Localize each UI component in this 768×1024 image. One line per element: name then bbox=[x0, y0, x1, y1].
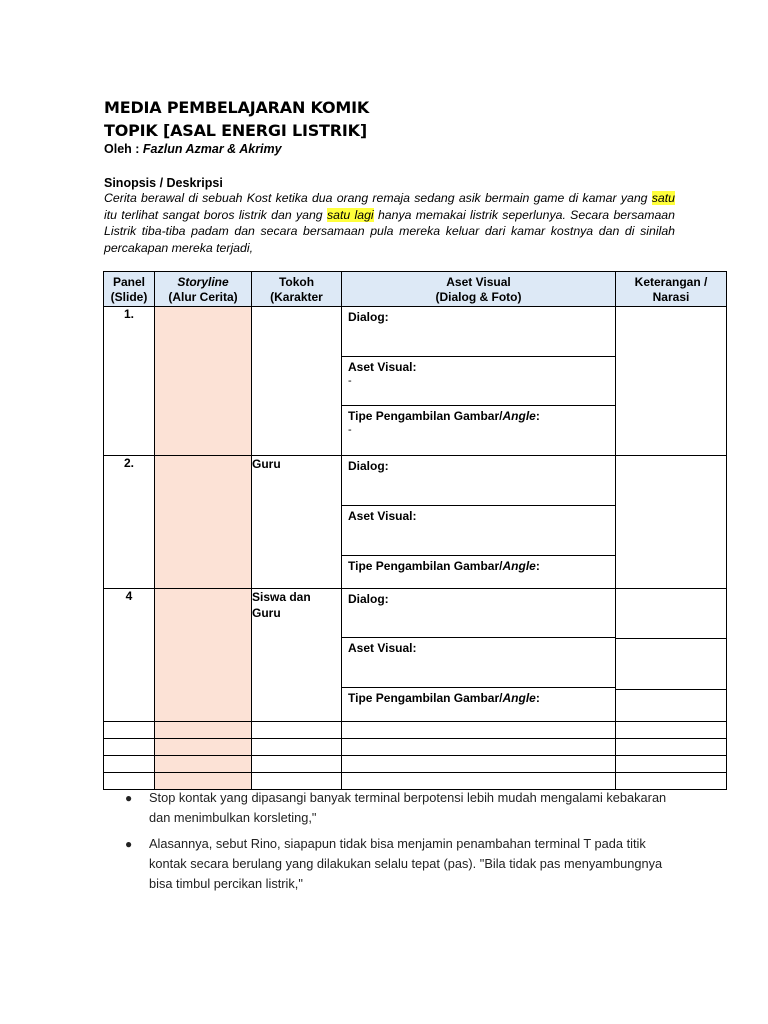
table-row bbox=[104, 307, 727, 456]
aset-visual-field: Aset Visual: bbox=[342, 506, 615, 556]
panel-number: 2. bbox=[104, 456, 155, 589]
storyline-cell bbox=[155, 307, 252, 456]
bullet-icon: ● bbox=[125, 791, 133, 805]
table-row-empty bbox=[104, 773, 727, 790]
header-keterangan: Keterangan / Narasi bbox=[616, 272, 727, 307]
synopsis-highlight-2: satu lagi bbox=[326, 207, 374, 222]
panel-number: 4 bbox=[104, 589, 155, 722]
table-row bbox=[104, 589, 727, 722]
dialog-field: Dialog: bbox=[342, 589, 615, 638]
byline-authors: Fazlun Azmar & Akrimy bbox=[142, 142, 282, 156]
bullet-list bbox=[125, 788, 670, 900]
aset-visual-value: - bbox=[348, 375, 352, 387]
keterangan-cell bbox=[616, 456, 727, 589]
keterangan-cell bbox=[616, 307, 727, 456]
aset-cell bbox=[342, 456, 616, 589]
header-aset-visual: Aset Visual (Dialog & Foto) bbox=[342, 272, 616, 307]
angle-field: Tipe Pengambilan Gambar/Angle: bbox=[348, 691, 540, 705]
aset-cell bbox=[342, 307, 616, 456]
tokoh-cell: Siswa dan Guru bbox=[252, 589, 342, 722]
document-topic: TOPIK [ASAL ENERGI LISTRIK] bbox=[104, 121, 367, 140]
synopsis-highlight-1: satu bbox=[651, 191, 675, 205]
bullet-text: Stop kontak yang dipasangi banyak terminal berpotensi lebih mudah mengalami kebakaran dan menimbulkan korsleting," bbox=[149, 790, 667, 825]
aset-visual-field: Aset Visual: - bbox=[342, 357, 615, 406]
table-header-row bbox=[104, 272, 727, 307]
angle-field: Tipe Pengambilan Gambar/Angle: bbox=[348, 559, 540, 573]
dialog-field: Dialog: bbox=[342, 307, 615, 357]
storyboard-table bbox=[103, 271, 727, 790]
header-tokoh: Tokoh (Karakter bbox=[252, 272, 342, 307]
tokoh-cell: Guru bbox=[252, 456, 342, 589]
table-row-empty bbox=[104, 722, 727, 739]
header-panel: Panel (Slide) bbox=[104, 272, 155, 307]
byline-label: Oleh : bbox=[104, 142, 140, 156]
synopsis-heading: Sinopsis / Deskripsi bbox=[104, 176, 223, 190]
bullet-icon: ● bbox=[125, 837, 133, 851]
tokoh-cell bbox=[252, 307, 342, 456]
header-storyline: Storyline (Alur Cerita) bbox=[155, 272, 252, 307]
list-item bbox=[125, 834, 670, 894]
aset-visual-field: Aset Visual: bbox=[342, 638, 615, 688]
bullet-text: Alasannya, sebut Rino, siapapun tidak bisa menjamin penambahan terminal T pada titik kontak secara berulang yang dilakukan selalu tepat (pas). "Bila tidak pas menyambungnya bisa timbul percikan listrik," bbox=[149, 836, 663, 891]
table-row bbox=[104, 456, 727, 589]
synopsis-paragraph bbox=[104, 190, 675, 256]
synopsis-text-3: hanya memakai listrik seperlunya. Secara bersamaan Listrik tiba-tiba padam dan secara bersamaan pula mereka keluar dari kamar kostnya dan di sinilah percakapan mereka terjadi, bbox=[104, 207, 675, 255]
storyline-cell bbox=[155, 456, 252, 589]
dialog-field: Dialog: bbox=[342, 456, 615, 506]
byline bbox=[104, 142, 282, 156]
storyline-cell bbox=[155, 589, 252, 722]
keterangan-cell bbox=[616, 589, 727, 722]
angle-field: Tipe Pengambilan Gambar/Angle: - bbox=[342, 406, 615, 455]
list-item bbox=[125, 788, 670, 828]
panel-number: 1. bbox=[104, 307, 155, 456]
table-row-empty bbox=[104, 756, 727, 773]
document-title: MEDIA PEMBELAJARAN KOMIK bbox=[104, 98, 370, 117]
angle-value: - bbox=[348, 424, 352, 436]
synopsis-text-1: Cerita berawal di sebuah Kost ketika dua orang remaja sedang asik bermain game di kamar yang bbox=[104, 191, 652, 205]
table-row-empty bbox=[104, 739, 727, 756]
aset-cell bbox=[342, 589, 616, 722]
synopsis-text-2: itu terlihat sangat boros listrik dan yang bbox=[104, 207, 327, 222]
